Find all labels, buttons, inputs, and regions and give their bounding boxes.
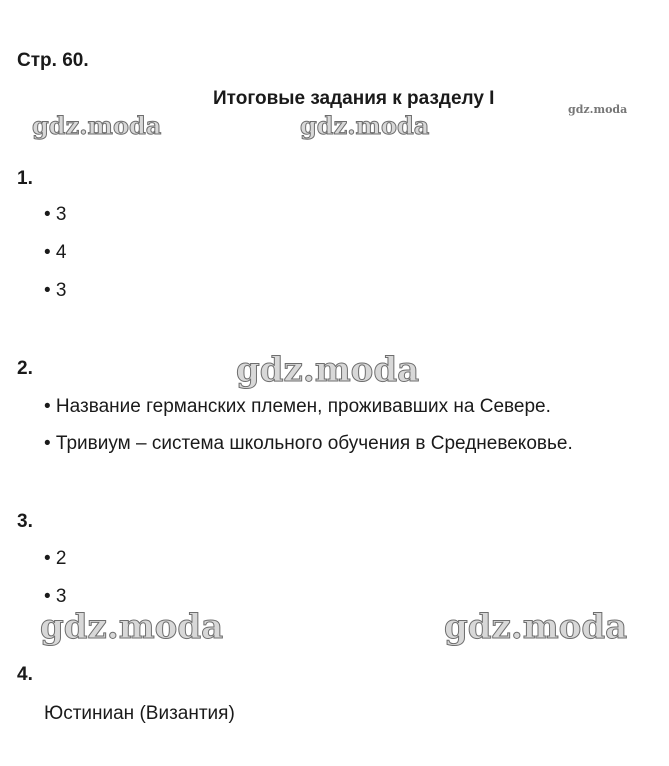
watermark-logo: gdz.moda — [236, 350, 420, 390]
answer-item: • 3 — [44, 204, 67, 225]
question-number: 4. — [17, 664, 33, 685]
answer-item: Юстиниан (Византия) — [44, 703, 235, 724]
answer-item: • 4 — [44, 242, 67, 263]
answer-item: • 3 — [44, 280, 67, 301]
answer-item: • 3 — [44, 586, 67, 607]
watermark-logo: gdz.moda — [32, 111, 162, 140]
section-heading: Итоговые задания к разделу I — [213, 88, 495, 109]
question-number: 3. — [17, 511, 33, 532]
page-label: Стр. 60. — [17, 50, 89, 71]
answer-item: • Название германских племен, проживавших на Севере. — [44, 396, 551, 417]
question-number: 2. — [17, 358, 33, 379]
watermark-logo: gdz.moda — [40, 607, 224, 647]
watermark-logo: gdz.moda — [300, 111, 430, 140]
question-number: 1. — [17, 168, 33, 189]
watermark-logo: gdz.moda — [568, 103, 628, 116]
answer-item: • Тривиум – система школьного обучения в Средневековье. — [44, 433, 573, 454]
answer-item: • 2 — [44, 548, 67, 569]
watermark-logo: gdz.moda — [444, 607, 628, 647]
